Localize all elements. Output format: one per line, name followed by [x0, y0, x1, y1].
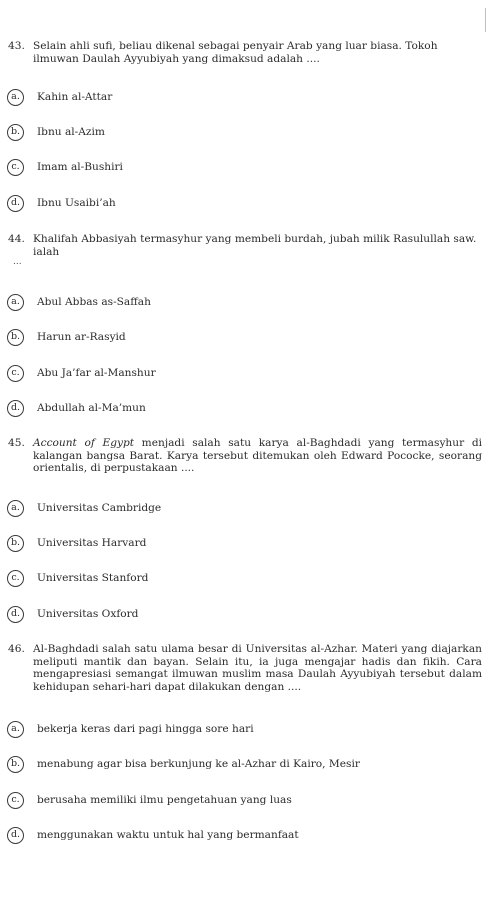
option-text: berusaha memiliki ilmu pengetahuan yang luas [37, 794, 292, 806]
option-43-a[interactable] [7, 87, 112, 107]
question-number: 45. [8, 437, 25, 449]
option-43-b[interactable] [7, 122, 105, 142]
option-text: bekerja keras dari pagi hingga sore hari [37, 723, 254, 735]
option-letter-circle: a. [7, 89, 24, 106]
option-letter-circle: a. [7, 500, 24, 517]
option-text: Ibnu al-Azim [37, 126, 105, 138]
option-46-c[interactable] [7, 790, 292, 810]
option-letter-circle: d. [7, 195, 24, 212]
question-number: 44. [8, 233, 25, 245]
option-letter-circle: b. [7, 329, 24, 346]
option-letter-circle: d. [7, 400, 24, 417]
option-text: menabung agar bisa berkunjung ke al-Azhar di Kairo, Mesir [37, 758, 360, 770]
option-text: Universitas Cambridge [37, 502, 162, 514]
option-letter-circle: b. [7, 535, 24, 552]
option-letter-circle: c. [7, 159, 24, 176]
option-43-d[interactable] [7, 193, 116, 213]
question-text: Selain ahli sufi, beliau dikenal sebagai penyair Arab yang luar biasa. Tokoh ilmuwan Daulah Ayyubiyah yang dimaksud adalah .... [33, 40, 438, 65]
option-text: Abul Abbas as-Saffah [37, 296, 151, 308]
option-text: Kahin al-Attar [37, 91, 113, 103]
option-letter-circle: a. [7, 294, 24, 311]
question-44 [8, 233, 482, 266]
option-letter-circle: c. [7, 570, 24, 587]
question-text: Khalifah Abbasiyah termasyhur yang membeli burdah, jubah milik Rasulullah saw. ialah [33, 233, 477, 258]
question-46 [8, 643, 482, 693]
option-letter-circle: a. [7, 721, 24, 738]
option-text: Ibnu Usaibi’ah [37, 197, 116, 209]
option-45-b[interactable] [7, 533, 146, 553]
option-44-c[interactable] [7, 363, 156, 383]
option-45-d[interactable] [7, 604, 138, 624]
question-text-body: menjadi salah satu karya al-Baghdadi yang termasyhur di kalangan bangsa Barat. Karya tersebut ditemukan oleh Edward Pococke, seorang orientalis, di perpustakaan .... [33, 437, 482, 475]
option-text: Universitas Harvard [37, 537, 147, 549]
option-letter-circle: b. [7, 124, 24, 141]
option-letter-circle: d. [7, 606, 24, 623]
option-44-d[interactable] [7, 398, 146, 418]
question-45 [8, 437, 482, 475]
option-text: menggunakan waktu untuk hal yang bermanfaat [37, 829, 299, 841]
question-text: Al-Baghdadi salah satu ulama besar di Universitas al-Azhar. Materi yang diajarkan meliputi mantik dan bayan. Selain itu, ia juga mengajar hadis dan fikih. Cara mengapresiasi semangat ilmuwan muslim masa Daulah Ayyubiyah tersebut dalam kehidupan sehari-hari dapat dilakukan dengan .... [33, 643, 482, 693]
option-46-b[interactable] [7, 754, 360, 774]
option-letter-circle: c. [7, 792, 24, 809]
question-text [33, 437, 482, 475]
option-text: Imam al-Bushiri [37, 161, 123, 173]
page-edge-marker [485, 8, 486, 32]
question-number: 43. [8, 40, 25, 52]
option-letter-circle: b. [7, 756, 24, 773]
option-44-b[interactable] [7, 327, 126, 347]
option-text: Abu Ja’far al-Manshur [37, 367, 156, 379]
option-text: Abdullah al-Ma’mun [37, 402, 146, 414]
option-43-c[interactable] [7, 157, 123, 177]
question-43 [8, 40, 482, 65]
option-46-a[interactable] [7, 719, 254, 739]
option-46-d[interactable] [7, 825, 299, 845]
option-44-a[interactable] [7, 292, 151, 312]
option-45-c[interactable] [7, 568, 148, 588]
option-text: Universitas Oxford [37, 608, 139, 620]
question-continuation: ... [13, 257, 22, 268]
option-text: Harun ar-Rasyid [37, 331, 126, 343]
question-number: 46. [8, 643, 25, 655]
option-45-a[interactable] [7, 498, 161, 518]
option-letter-circle: d. [7, 827, 24, 844]
book-title: Account of Egypt [33, 437, 134, 449]
option-letter-circle: c. [7, 365, 24, 382]
option-text: Universitas Stanford [37, 572, 149, 584]
